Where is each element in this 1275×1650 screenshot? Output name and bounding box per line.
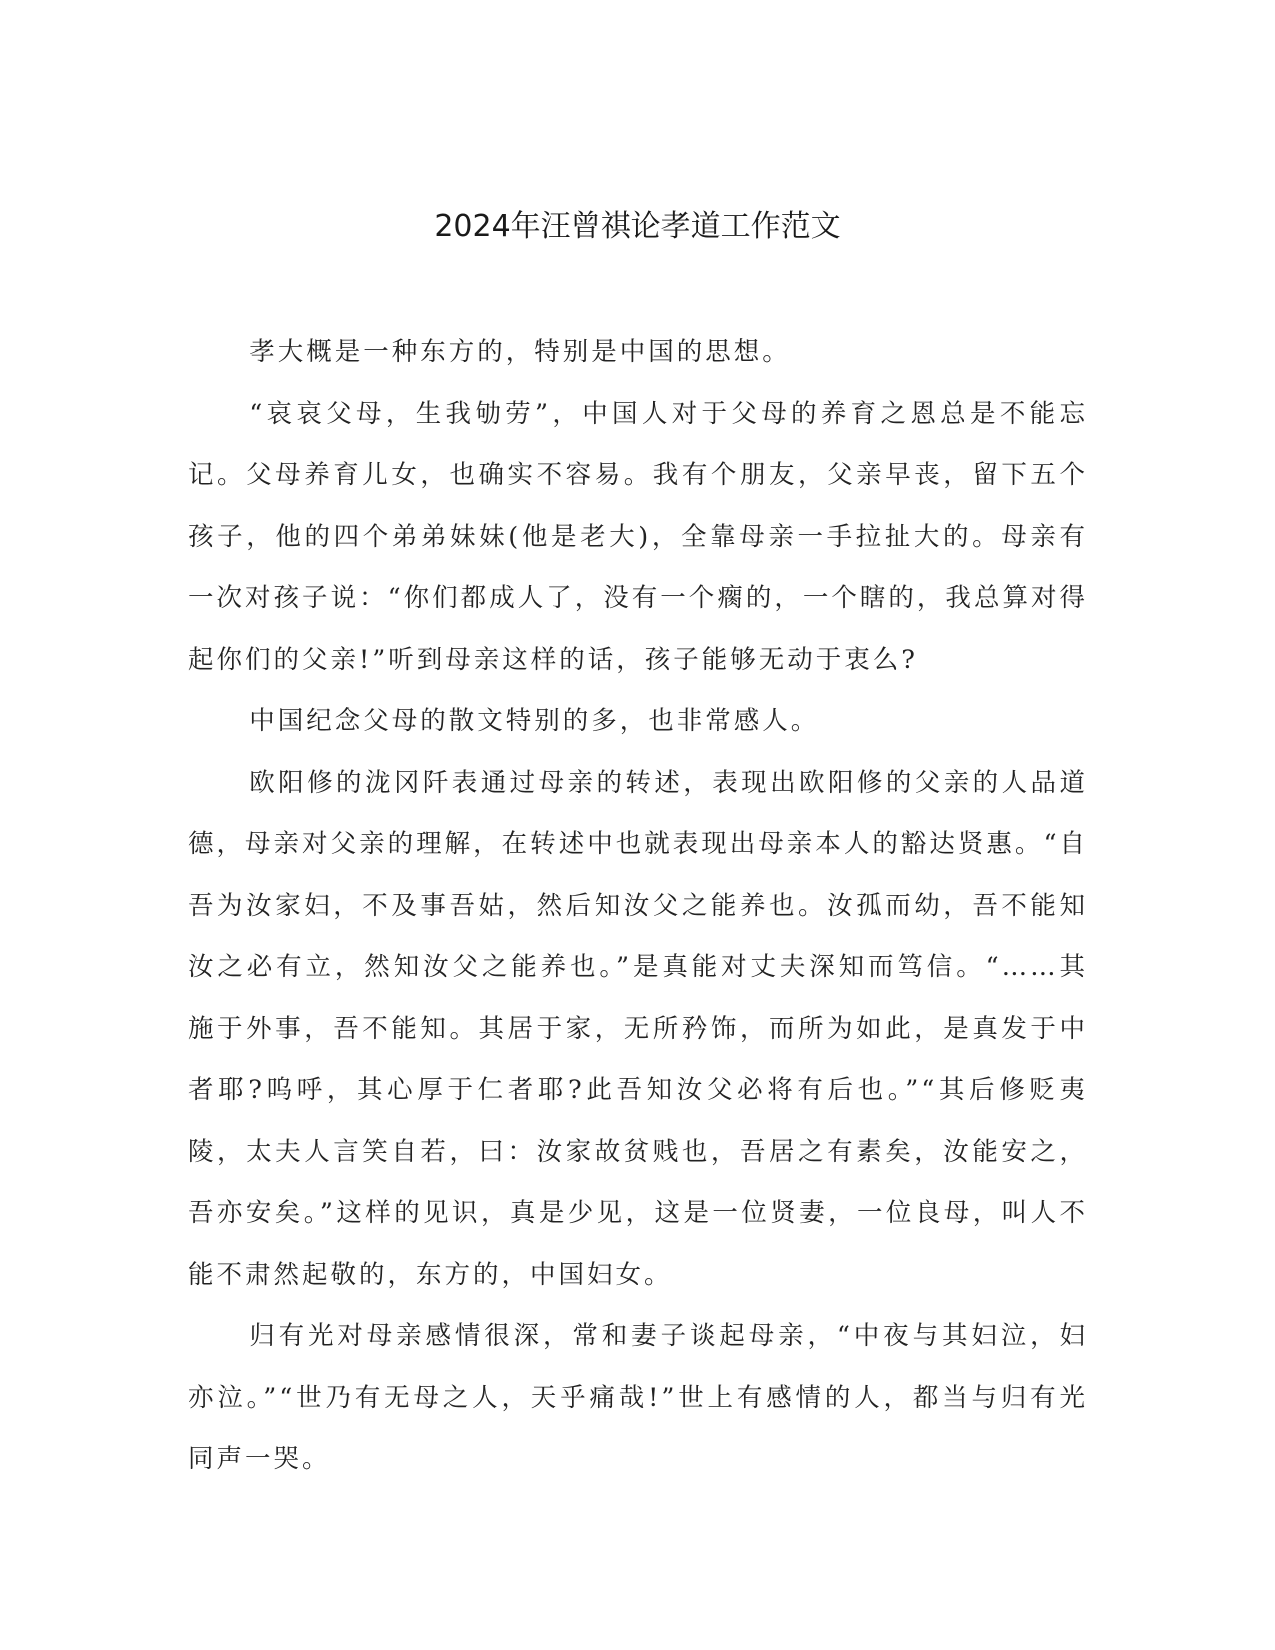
paragraph-2: “哀哀父母，生我劬劳”，中国人对于父母的养育之恩总是不能忘记。父母养育儿女，也确实不容易。我有个朋友，父亲早丧，留下五个孩子，他的四个弟弟妹妹(他是老大)，全靠母亲一手拉扯大的。母亲有一次对孩子说：“你们都成人了，没有一个瘸的，一个瞎的，我总算对得起你们的父亲!”听到母亲这样的话，孩子能够无动于衷么? [188, 398, 1088, 675]
document-body [188, 322, 1088, 1491]
paragraph-3: 中国纪念父母的散文特别的多，也非常感人。 [249, 706, 820, 736]
paragraph-5: 归有光对母亲感情很深，常和妻子谈起母亲，“中夜与其妇泣，妇亦泣。”“世乃有无母之人，天乎痛哉!”世上有感情的人，都当与归有光同声一哭。 [188, 1321, 1088, 1474]
paragraph-4: 欧阳修的泷冈阡表通过母亲的转述，表现出欧阳修的父亲的人品道德，母亲对父亲的理解，在转述中也就表现出母亲本人的豁达贤惠。“自吾为汝家妇，不及事吾姑，然后知汝父之能养也。汝孤而幼，吾不能知汝之必有立，然知汝父之能养也。”是真能对丈夫深知而笃信。“……其施于外事，吾不能知。其居于家，无所矜饰，而所为如此，是真发于中者耶?呜呼，其心厚于仁者耶?此吾知汝父必将有后也。”“其后修贬夷陵，太夫人言笑自若，曰：汝家故贫贱也，吾居之有素矣，汝能安之，吾亦安矣。”这样的见识，真是少见，这是一位贤妻，一位良母，叫人不能不肃然起敬的，东方的，中国妇女。 [188, 767, 1088, 1290]
document-title: 2024年汪曾祺论孝道工作范文 [434, 209, 841, 244]
paragraph-1: 孝大概是一种东方的，特别是中国的思想。 [249, 337, 791, 367]
